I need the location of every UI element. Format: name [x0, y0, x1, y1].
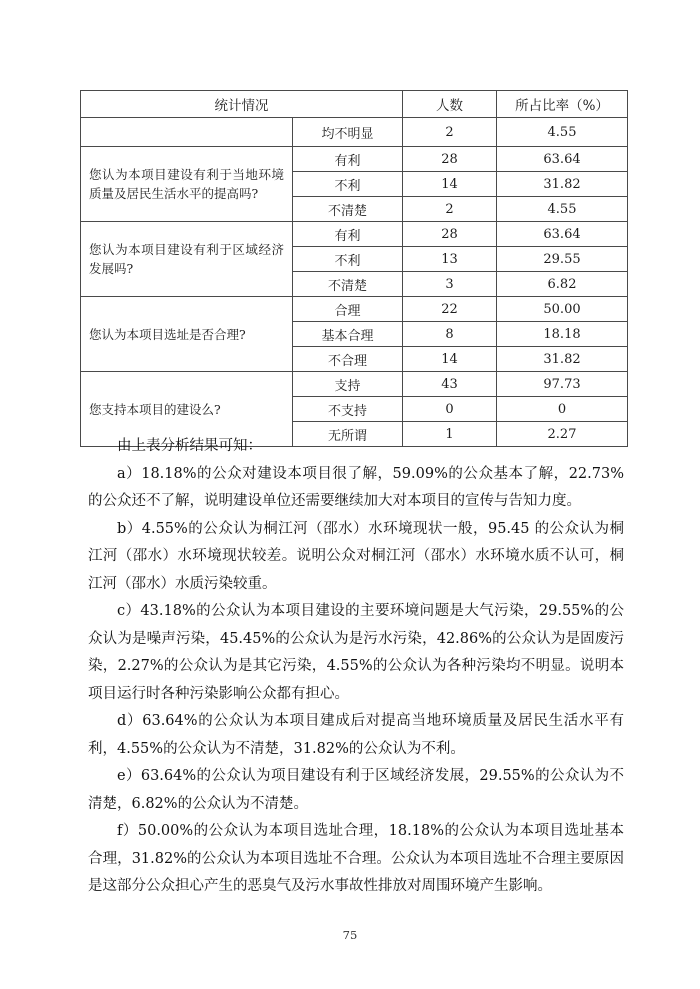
- percent-cell: 50.00: [497, 297, 628, 322]
- analysis-paragraph-a: a）18.18%的公众对建设本项目很了解，59.09%的公众基本了解，22.73%的公众还不了解，说明建设单位还需要继续加大对本项目的宣传与告知力度。: [88, 465, 624, 509]
- question-cell: 您认为本项目选址是否合理?: [81, 297, 293, 372]
- percent-cell: 31.82: [497, 172, 628, 197]
- table-row: [81, 222, 628, 247]
- header-count: 人数: [403, 91, 497, 118]
- count-cell: 3: [403, 272, 497, 297]
- count-cell: 28: [403, 222, 497, 247]
- option-cell: 支持: [293, 372, 403, 397]
- option-cell: 无所谓: [293, 422, 403, 447]
- percent-cell: 4.55: [497, 118, 628, 147]
- count-cell: 14: [403, 347, 497, 372]
- percent-cell: 29.55: [497, 247, 628, 272]
- count-cell: 2: [403, 118, 497, 147]
- survey-statistics-table: [80, 90, 628, 447]
- table-row: [81, 297, 628, 322]
- percent-cell: 31.82: [497, 347, 628, 372]
- count-cell: 1: [403, 422, 497, 447]
- count-cell: 28: [403, 147, 497, 172]
- percent-cell: 6.82: [497, 272, 628, 297]
- percent-cell: 63.64: [497, 147, 628, 172]
- header-statistics: 统计情况: [81, 91, 403, 118]
- survey-statistics-table-wrap: [80, 90, 627, 447]
- percent-cell: 2.27: [497, 422, 628, 447]
- option-cell: 不合理: [293, 347, 403, 372]
- header-percent: 所占比率（%）: [497, 91, 628, 118]
- option-cell: 不利: [293, 247, 403, 272]
- option-cell: 不利: [293, 172, 403, 197]
- option-cell: 有利: [293, 222, 403, 247]
- page-number: 75: [342, 928, 358, 942]
- analysis-paragraph-c: c）43.18%的公众认为本项目建设的主要环境问题是大气污染，29.55%的公众认为是噪声污染，45.45%的公众认为是污水污染，42.86%的公众认为是固废污染，2.27%的公众认为是其它污染，4.55%的公众认为各种污染均不明显。说明本项目运行时各种污染影响公众都有担心。: [88, 603, 624, 702]
- count-cell: 14: [403, 172, 497, 197]
- table-row: [81, 147, 628, 172]
- percent-cell: 97.73: [497, 372, 628, 397]
- question-cell: 您支持本项目的建设么?: [81, 372, 293, 447]
- count-cell: 8: [403, 322, 497, 347]
- percent-cell: 4.55: [497, 197, 628, 222]
- analysis-paragraph-b: b）4.55%的公众认为桐江河（邵水）水环境现状一般，95.45 的公众认为桐江河（邵水）水环境现状较差。说明公众对桐江河（邵水）水环境水质不认可，桐江河（邵水）水质污染较重。: [88, 520, 624, 592]
- option-cell: 不清楚: [293, 197, 403, 222]
- percent-cell: 63.64: [497, 222, 628, 247]
- count-cell: 2: [403, 197, 497, 222]
- table-row: [81, 118, 628, 147]
- count-cell: 43: [403, 372, 497, 397]
- count-cell: 13: [403, 247, 497, 272]
- table-row: [81, 372, 628, 397]
- count-cell: 22: [403, 297, 497, 322]
- option-cell: 均不明显: [293, 118, 403, 147]
- option-cell: 不清楚: [293, 272, 403, 297]
- option-cell: 合理: [293, 297, 403, 322]
- count-cell: 0: [403, 397, 497, 422]
- analysis-text-block: [88, 433, 624, 901]
- analysis-paragraph-e: e）63.64%的公众认为项目建设有利于区域经济发展，29.55%的公众认为不清楚，6.82%的公众认为不清楚。: [88, 768, 624, 812]
- analysis-intro: 由上表分析结果可知：: [117, 438, 262, 454]
- question-cell: 您认为本项目建设有利于区域经济发展吗?: [81, 222, 293, 297]
- table-header-row: [81, 91, 628, 118]
- analysis-paragraph-d: d）63.64%的公众认为本项目建成后对提高当地环境质量及居民生活水平有利，4.55%的公众认为不清楚，31.82%的公众认为不利。: [88, 713, 624, 757]
- question-cell: 您认为本项目建设有利于当地环境质量及居民生活水平的提高吗?: [81, 147, 293, 222]
- question-cell-empty: [81, 118, 293, 147]
- option-cell: 不支持: [293, 397, 403, 422]
- option-cell: 有利: [293, 147, 403, 172]
- percent-cell: 18.18: [497, 322, 628, 347]
- percent-cell: 0: [497, 397, 628, 422]
- analysis-paragraph-f: f）50.00%的公众认为本项目选址合理，18.18%的公众认为本项目选址基本合理，31.82%的公众认为本项目选址不合理。公众认为本项目选址不合理主要原因是这部分公众担心产生的恶臭气及污水事故性排放对周围环境产生影响。: [88, 823, 624, 894]
- option-cell: 基本合理: [293, 322, 403, 347]
